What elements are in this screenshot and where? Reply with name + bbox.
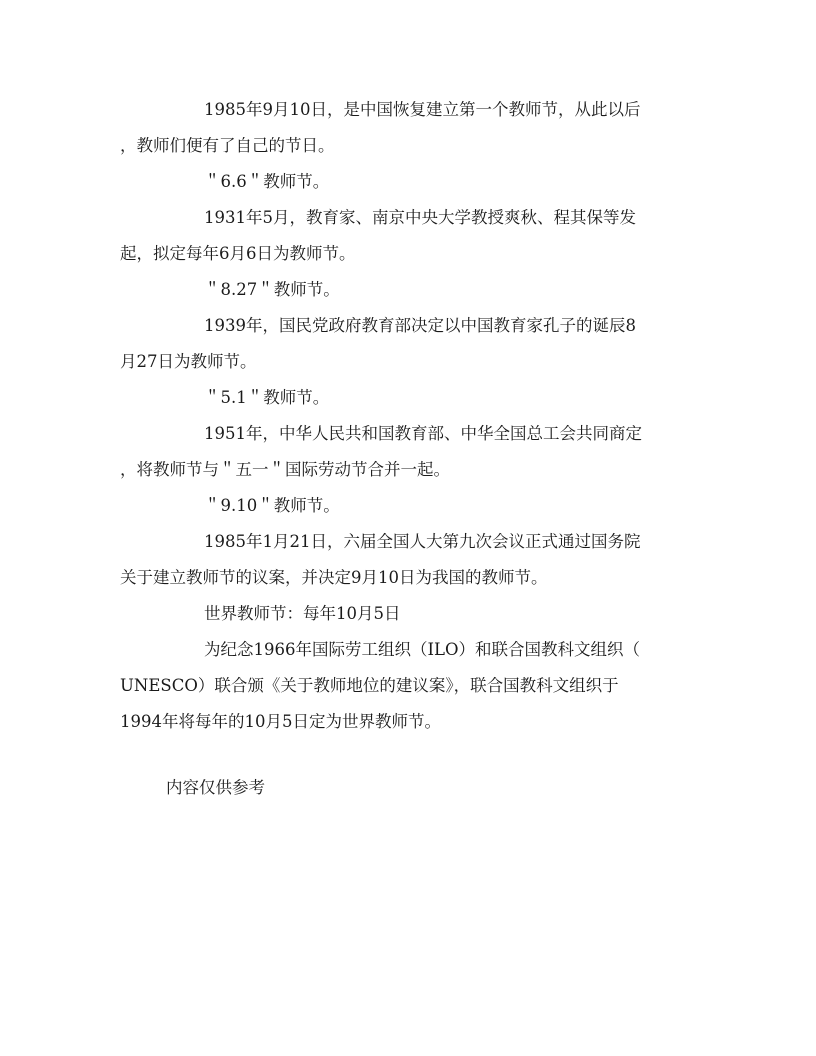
- text-line: 1985年1月21日，六届全国人大第九次会议正式通过国务院: [204, 532, 641, 551]
- heading-world-teachers-day: [120, 596, 696, 632]
- heading-8-27-teachers-day: [120, 272, 696, 308]
- text-line: ，教师们便有了自己的节日。: [120, 136, 335, 155]
- paragraph-1951: [120, 416, 696, 488]
- text-line: ＂9.10＂教师节。: [204, 496, 340, 515]
- text-line: 1939年，国民党政府教育部决定以中国教育家孔子的诞辰8: [204, 316, 636, 335]
- text-line: 1931年5月，教育家、南京中央大学教授爽秋、程其保等发: [204, 208, 636, 227]
- paragraph-1985-jan: [120, 524, 696, 596]
- text-line: 为纪念1966年国际劳工组织（ILO）和联合国教科文组织（: [204, 640, 640, 659]
- document-body: [120, 92, 696, 740]
- paragraph-world-teachers-day: [120, 632, 696, 740]
- text-line: 起，拟定每年6月6日为教师节。: [120, 244, 356, 263]
- paragraph-1939: [120, 308, 696, 380]
- text-line: ，将教师节与＂五一＂国际劳动节合并一起。: [120, 460, 450, 479]
- text-line: 月27日为教师节。: [120, 352, 257, 371]
- heading-9-10-teachers-day: [120, 488, 696, 524]
- text-line: 1994年将每年的10月5日定为世界教师节。: [120, 712, 441, 731]
- heading-6-6-teachers-day: [120, 164, 696, 200]
- text-line: ＂5.1＂教师节。: [204, 388, 330, 407]
- text-line: ＂6.6＂教师节。: [204, 172, 330, 191]
- paragraph-1985-first-teachers-day: [120, 92, 696, 164]
- text-line: 世界教师节：每年10月5日: [204, 604, 401, 623]
- text-line: 关于建立教师节的议案，并决定9月10日为我国的教师节。: [120, 568, 548, 587]
- text-line: ＂8.27＂教师节。: [204, 280, 340, 299]
- footer-note: 内容仅供参考: [166, 778, 265, 797]
- paragraph-1931: [120, 200, 696, 272]
- text-line: 1951年，中华人民共和国教育部、中华全国总工会共同商定: [204, 424, 642, 443]
- heading-5-1-teachers-day: [120, 380, 696, 416]
- text-line: 1985年9月10日，是中国恢复建立第一个教师节，从此以后: [204, 100, 641, 119]
- text-line: UNESCO）联合颁《关于教师地位的建议案》，联合国教科文组织于: [120, 676, 619, 695]
